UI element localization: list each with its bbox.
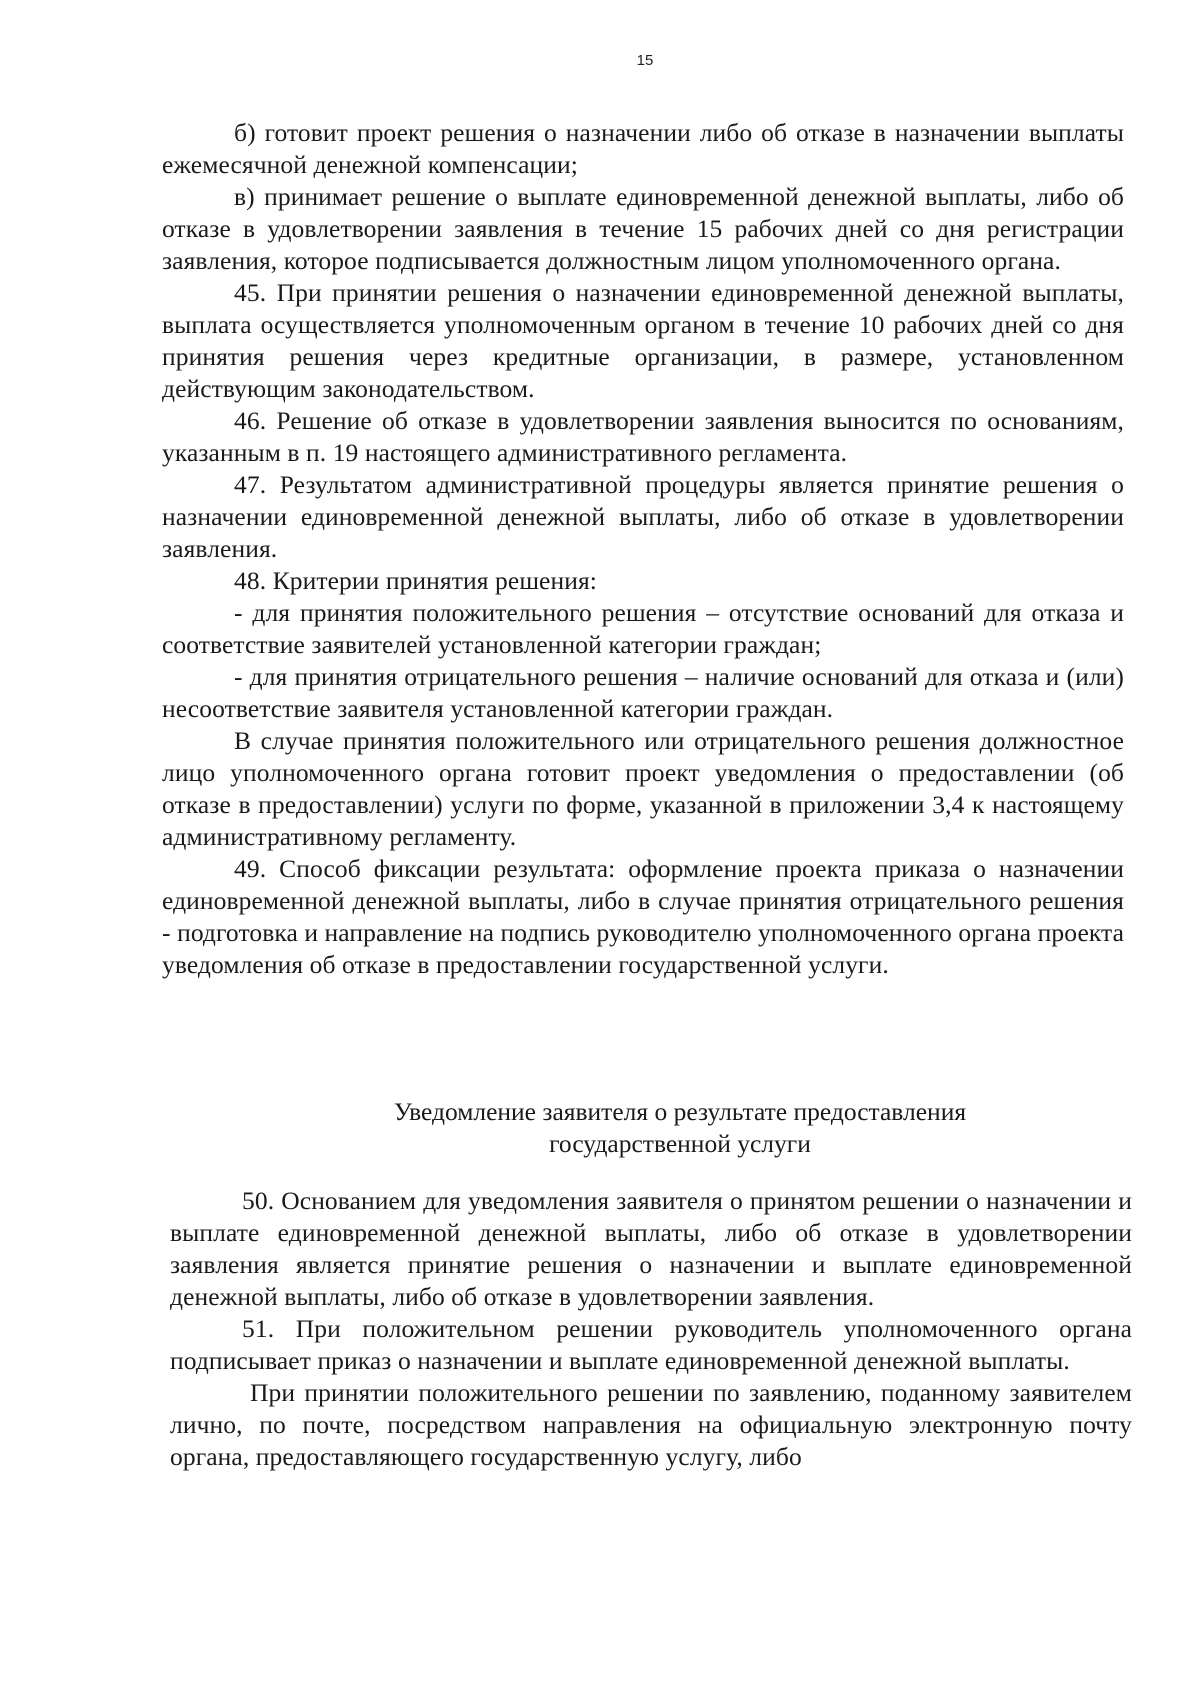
paragraph-50: 50. Основанием для уведомления заявителя о принятом решении о назначении и выплате единовременной денежной выплаты, либо об отказе в удовлетворении заявления является принятие решения о назначении и выплате единовременной денежной выплаты, либо об отказе в удовлетворении заявления. (170, 1186, 1132, 1311)
paragraph-notification-draft: В случае принятия положительного или отрицательного решения должностное лицо уполномоченного органа готовит проект уведомления о предоставлении (об отказе в предоставлении) услуги по форме, указанной в приложении 3,4 к настоящему административному регламенту. (162, 726, 1124, 851)
paragraph-49: 49. Способ фиксации результата: оформление проекта приказа о назначении единовременной денежной выплаты, либо в случае принятия отрицательного решения - подготовка и направление на подпись руководителю уполномоченного органа проекта уведомления об отказе в предоставлении государственной услуги. (162, 854, 1124, 979)
paragraph-47: 47. Результатом административной процедуры является принятие решения о назначении единовременной денежной выплаты, либо об отказе в удовлетворении заявления. (162, 470, 1124, 563)
paragraph-45: 45. При принятии решения о назначении единовременной денежной выплаты, выплата осуществляется уполномоченным органом в течение 10 рабочих дней со дня принятия решения через кредитные организации, в размере, установленном действующим законодательством. (162, 278, 1124, 403)
section-heading (170, 1096, 1190, 1160)
paragraph-51: 51. При положительном решении руководитель уполномоченного органа подписывает приказ о назначении и выплате единовременной денежной выплаты. (170, 1314, 1132, 1375)
section-heading-line-2: государственной услуги (549, 1129, 811, 1158)
paragraph-46: 46. Решение об отказе в удовлетворении заявления выносится по основаниям, указанным в п. 19 настоящего административного регламента. (162, 406, 1124, 467)
paragraph-48-negative: - для принятия отрицательного решения – наличие оснований для отказа и (или) несоответствие заявителя установленной категории граждан. (162, 662, 1124, 723)
paragraph-48-positive: - для принятия положительного решения – отсутствие оснований для отказа и соответствие заявителей установленной категории граждан; (162, 598, 1124, 659)
document-body-top (162, 117, 1124, 981)
document-body-bottom (170, 1185, 1132, 1473)
page-number: 15 (636, 52, 654, 69)
paragraph-positive-decision: При принятии положительного решении по заявлению, поданному заявителем лично, по почте, посредством направления на официальную электронную почту органа, предоставляющего государственную услугу, либо (170, 1378, 1132, 1471)
section-heading-line-1: Уведомление заявителя о результате предоставления (393, 1097, 967, 1126)
paragraph-v: в) принимает решение о выплате единовременной денежной выплаты, либо об отказе в удовлетворении заявления в течение 15 рабочих дней со дня регистрации заявления, которое подписывается должностным лицом уполномоченного органа. (162, 182, 1124, 275)
paragraph-b: б) готовит проект решения о назначении либо об отказе в назначении выплаты ежемесячной денежной компенсации; (162, 118, 1124, 179)
paragraph-48: 48. Критерии принятия решения: (234, 566, 597, 595)
